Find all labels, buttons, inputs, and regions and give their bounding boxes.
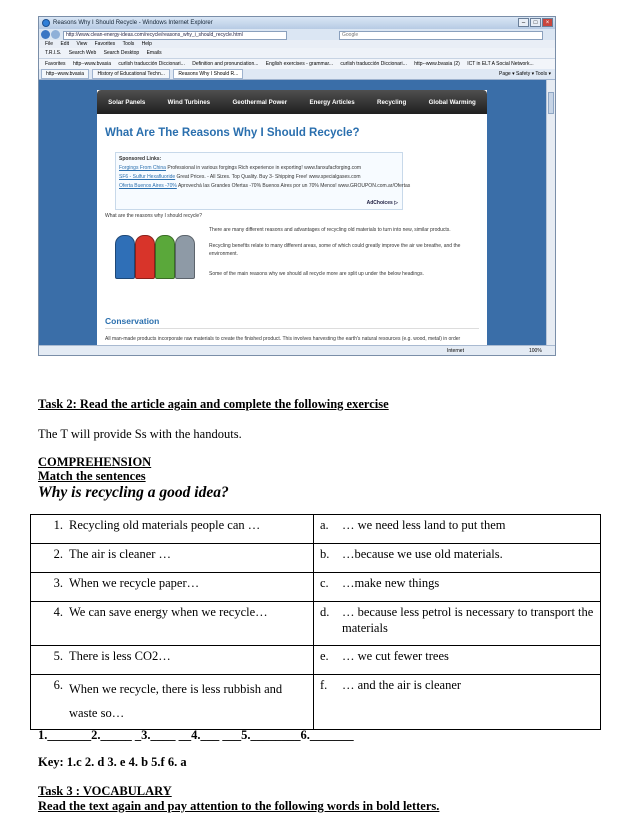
back-button[interactable] <box>41 30 50 39</box>
left-cell: 4. We can save energy when we recycle… <box>31 602 314 646</box>
task3-heading: Task 3 : VOCABULARY <box>38 784 172 798</box>
site-nav <box>97 90 487 114</box>
toolbar-item[interactable]: Search Web <box>68 50 97 56</box>
site-content <box>105 114 479 345</box>
match-heading: Match the sentences <box>38 469 146 483</box>
task2-heading: Task 2: Read the article again and complete the following exercise <box>38 397 389 411</box>
forward-button[interactable] <box>51 30 60 39</box>
matching-table <box>30 514 601 730</box>
favorite-item[interactable]: ICT in ELT A Social Network... <box>467 61 534 67</box>
nav-recycling[interactable]: Recycling <box>377 98 407 106</box>
answer-key: Key: 1.c 2. d 3. e 4. b 5.f 6. a <box>38 755 187 769</box>
right-cell: a. … we need less land to put them <box>314 515 601 544</box>
divider <box>105 328 479 329</box>
favorite-item[interactable]: Favorites <box>45 61 66 67</box>
menu-bar <box>39 40 555 48</box>
section-text: All man-made products incorporate raw materials to create the finished product. This involves harvesting the earth's natural resources (e.g. wood, metal) in order <box>105 336 461 342</box>
browser-tab[interactable]: History of Educational Techn... <box>92 69 169 79</box>
favorite-item[interactable]: curlish traducción Diccionari... <box>340 61 407 67</box>
address-bar <box>39 29 555 40</box>
maximize-button[interactable]: □ <box>530 18 541 27</box>
window-titlebar <box>39 17 555 29</box>
status-bar <box>39 345 555 356</box>
grey-bin <box>175 235 195 279</box>
internet-explorer-icon <box>42 19 50 27</box>
menu-view[interactable]: View <box>76 41 88 47</box>
toolbar-item[interactable]: Search Desktop <box>103 50 140 56</box>
recycling-bins-image <box>111 223 203 283</box>
menu-file[interactable]: File <box>45 41 54 47</box>
right-cell: e. … we cut fewer trees <box>314 646 601 675</box>
browser-tab[interactable]: http--www.bvasia <box>41 69 89 79</box>
right-cell: f. … and the air is cleaner <box>314 675 601 730</box>
left-cell: 1. Recycling old materials people can … <box>31 515 314 544</box>
table-row <box>31 675 601 730</box>
table-row <box>31 515 601 544</box>
browser-screenshot <box>38 16 556 356</box>
ad-choices-link[interactable]: AdChoices ▷ <box>366 200 398 206</box>
nav-geothermal-power[interactable]: Geothermal Power <box>232 98 288 106</box>
table-row <box>31 544 601 573</box>
search-toolbar <box>39 48 555 59</box>
search-field[interactable]: Google <box>339 31 543 40</box>
favorite-item[interactable]: Definition and pronunciation... <box>192 61 259 67</box>
right-cell: b. …because we use old materials. <box>314 544 601 573</box>
paragraph: There are many different reasons and advantages of recycling old materials to turn into new, similar products. <box>209 227 451 233</box>
url-field[interactable]: http://www.clean-energy-ideas.com/recycle/reasons_why_i_should_recycle.html <box>63 31 287 40</box>
toolbar-item[interactable]: Emails <box>146 50 162 56</box>
ad-item[interactable]: Forgings From China Professional in various forgings Rich experience in exporting! www.fanxufacforging.com <box>119 165 362 171</box>
command-bar: Page ▾ Safety ▾ Tools ▾ <box>499 71 551 77</box>
nav-wind-turbines[interactable]: Wind Turbines <box>167 98 211 106</box>
left-cell: 3. When we recycle paper… <box>31 573 314 602</box>
ad-item[interactable]: Oferta Buenos Aires -70% Aprovechá las Grandes Ofertas -70% Buenos Aires por un 70% Menos! www.GROUPON.com.ar/Ofertas <box>119 183 411 189</box>
left-cell: 2. The air is cleaner … <box>31 544 314 573</box>
comprehension-heading: COMPREHENSION <box>38 455 152 469</box>
blue-bin <box>115 235 135 279</box>
favorite-item[interactable]: English exercises - grammar... <box>265 61 334 67</box>
favorite-item[interactable]: http--www.bvasia (2) <box>414 61 460 67</box>
table-row <box>31 646 601 675</box>
section-heading: Conservation <box>105 316 160 326</box>
command-tools[interactable]: Tools <box>535 71 548 77</box>
red-bin <box>135 235 155 279</box>
paragraph: Some of the main reasons why we should all recycle more are split up under the below headings. <box>209 271 424 277</box>
left-cell: 6. When we recycle, there is less rubbish and waste so… <box>31 675 314 730</box>
menu-tools[interactable]: Tools <box>122 41 135 47</box>
table-row <box>31 573 601 602</box>
zoom-level[interactable]: 100% <box>529 348 542 354</box>
favorite-item[interactable]: http--www.bvasia <box>72 61 112 67</box>
window-controls <box>518 18 553 27</box>
paragraph: Recycling benefits relate to many different areas, some of which could greatly improve the air we breathe, and the environment. <box>209 243 461 257</box>
window-title: Reasons Why I Should Recycle - Windows Internet Explorer <box>53 20 213 26</box>
task3-instruction: Read the text again and pay attention to the following words in bold letters. <box>38 799 440 813</box>
close-button[interactable]: × <box>542 18 553 27</box>
minimize-button[interactable]: – <box>518 18 529 27</box>
menu-favorites[interactable]: Favorites <box>94 41 116 47</box>
sponsored-links <box>115 152 411 210</box>
status-zone: Internet <box>447 348 464 354</box>
tab-bar <box>39 69 555 80</box>
scroll-thumb[interactable] <box>548 92 554 114</box>
right-cell: c. …make new things <box>314 573 601 602</box>
website <box>97 90 487 345</box>
browser-tab-active[interactable]: Reasons Why I Should R... <box>173 69 243 79</box>
right-cell: d. … because less petrol is necessary to transport the materials <box>314 602 601 646</box>
left-cell: 5. There is less CO2… <box>31 646 314 675</box>
favorite-item[interactable]: curlish traducción Diccionari... <box>118 61 185 67</box>
menu-edit[interactable]: Edit <box>60 41 70 47</box>
nav-global-warming[interactable]: Global Warming <box>428 98 476 106</box>
green-bin <box>155 235 175 279</box>
command-page[interactable]: Page <box>499 71 511 77</box>
ad-item[interactable]: SF6 - Sulfur Hexafluoride Great Prices. - All Sizes. Top Quality. Buy 3- Shipping Free! www.specialgases.com <box>119 174 361 180</box>
answer-blanks[interactable]: 1._______2._____ _3.____ __4.___ ___5.________6._______ <box>38 728 354 742</box>
nav-energy-articles[interactable]: Energy Articles <box>309 98 355 106</box>
intro-text: What are the reasons why I should recycle? <box>105 213 202 219</box>
command-safety[interactable]: Safety <box>516 71 531 77</box>
page-viewport <box>39 80 547 345</box>
question-title: Why is recycling a good idea? <box>38 484 229 501</box>
sponsored-heading: Sponsored Links: <box>119 156 162 162</box>
favorites-bar <box>39 59 555 69</box>
instruction-text: The T will provide Ss with the handouts. <box>38 427 242 441</box>
toolbar-item[interactable]: T.R.I.S. <box>45 50 62 56</box>
table-row <box>31 602 601 646</box>
article-title: What Are The Reasons Why I Should Recycle? <box>105 127 360 139</box>
vertical-scrollbar[interactable] <box>546 80 555 345</box>
nav-solar-panels[interactable]: Solar Panels <box>108 98 146 106</box>
menu-help[interactable]: Help <box>141 41 152 47</box>
